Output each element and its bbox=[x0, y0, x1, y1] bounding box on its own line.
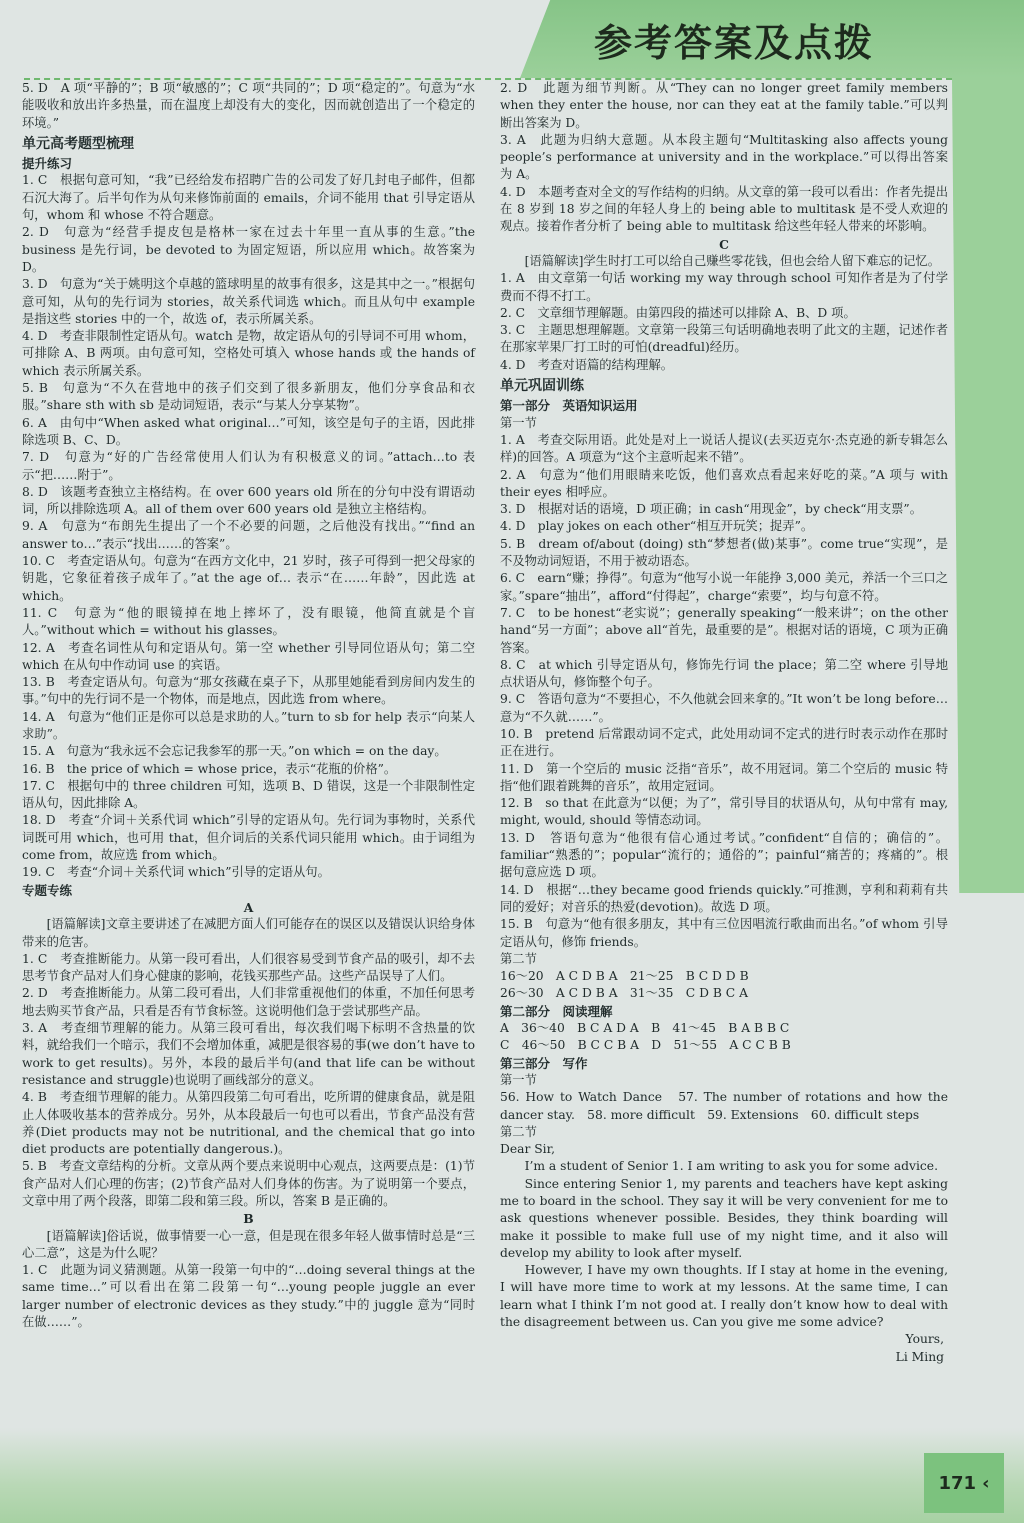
passage-letter: C bbox=[719, 236, 729, 252]
answer-item: 1. C 此题为词义猜测题。从第一段第一句中的“…doing several things at the same time…”可以看出在第二段第一句“…young people juggle an ever larger number of electronic devices as they study.”中的 juggle 意为“同时在做……”。 bbox=[22, 1263, 475, 1330]
subsection-heading: 专题专练 bbox=[22, 882, 73, 898]
subsection-heading: 第三部分 写作 bbox=[500, 1055, 588, 1071]
subsection-heading: 第二部分 阅读理解 bbox=[500, 1003, 613, 1019]
side-accent-strip bbox=[952, 78, 1024, 893]
answer-item: 17. C 根据句中的 three children 可知，选项 B、D 错误，这是一个非限制性定语从句，因此排除 A。 bbox=[22, 778, 475, 811]
answer-item: 9. C 答语句意为“不要担心，不久他就会回来拿的。”It won’t be long before… 意为“不久就……”。 bbox=[500, 692, 948, 724]
answer-item: 14. A 句意为“他们正是你可以总是求助的人。”turn to sb for help 表示“向某人求助”。 bbox=[22, 709, 475, 741]
page-header-title: 参考答案及点拨 bbox=[593, 21, 874, 65]
answer-item: 13. D 答语句意为“他很有信心通过考试。”confident“自信的；确信的”。familiar“熟悉的”；popular“流行的；通俗的”；painful“痛苦的；疼痛的”。根据句意应选 D 项。 bbox=[500, 830, 948, 880]
answer-item: 2. D 此题为细节判断。从“They can no longer greet family members when they enter the house, nor can they eat at the family table.”可以判断出答案为 D。 bbox=[500, 81, 948, 130]
footer-band bbox=[0, 1428, 1024, 1523]
answer-item: 5. B dream of/about (doing) sth“梦想者(做)某事”。come true“实现”，是不及物动词短语，不用于被动语态。 bbox=[500, 536, 948, 569]
answer-item: 13. B 考查定语从句。句意为“那女孩藏在桌子下，从那里她能看到房间内发生的事。”句中的先行词不是一个物体，而是地点，因此选 from where。 bbox=[22, 675, 475, 707]
passage-letter: A bbox=[243, 899, 254, 915]
answer-item: 4. D 考查对语篇的结构理解。 bbox=[500, 357, 674, 372]
answer-item: 18. D 考查“介词＋关系代词 which”引导的定语从句。先行词为事物时，关系代词既可用 which，也可用 that，但介词后的关系代词只能用 which。由于词组为 come from，故应选 from which。 bbox=[22, 813, 475, 863]
answer-item: 5. B 句意为“不久在营地中的孩子们交到了很多新朋友，他们分享食品和衣服。”share sth with sb 是动词短语，表示“与某人分享某物”。 bbox=[22, 381, 475, 413]
answer-item: 2. C 文章细节理解题。由第四段的描述可以排除 A、B、D 项。 bbox=[500, 305, 856, 320]
answer-item: 4. D play jokes on each other“相互开玩笑；捉弄”。 bbox=[500, 519, 814, 534]
paragraph: However, I have my own thoughts. If I stay at home in the evening, I will have more time to work at my lessons. At the same time, I can learn what I think I’m not good at. I really don’t know how to deal with the disagreement between us. Can you give me some advice? bbox=[500, 1263, 948, 1330]
answer-item: 3. D 句意为“关于姚明这个卓越的篮球明星的故事有很多，这是其中之一。”根据句意可知，从句的先行词为 stories，故关系代词选 which。而且从句中 example 是指这些 stories 中的一个，故选 of，表示所属关系。 bbox=[22, 277, 475, 326]
answer-item: 10. C 考查定语从句。句意为“在西方文化中，21 岁时，孩子可得到一把父母家的钥匙，它象征着孩子成年了。”at the age of… 表示“在……年龄”，因此选 at which。 bbox=[22, 554, 475, 603]
answer-item: Dear Sir, bbox=[500, 1142, 556, 1157]
answer-item: 10. B pretend 后常跟动词不定式，此处用动词不定式的进行时表示动作在那时正在进行。 bbox=[500, 726, 948, 759]
answer-item: 第二节 bbox=[500, 1124, 537, 1139]
left-column bbox=[22, 80, 475, 1331]
answer-item: 8. C at which 引导定语从句，修饰先行词 the place；第二空 where 引导地点状语从句，修饰整个句子。 bbox=[500, 657, 948, 690]
answer-item: 11. C 句意为“他的眼镜掉在地上摔坏了，没有眼镜，他简直就是个盲人。”without which = without his glasses。 bbox=[22, 605, 475, 638]
right-column bbox=[500, 80, 948, 1366]
answer-item: 16～20 A C D B A 21～25 B C D D B bbox=[500, 969, 749, 984]
answer-item: 2. D 句意为“经营手提皮包是格林一家在过去十年里一直从事的生意。”the business 是先行词，be devoted to 为固定短语，所以应用 which。故答案为 D。 bbox=[22, 225, 475, 274]
answer-item: 2. D 考查推断能力。从第二段可看出，人们非常重视他们的体重，不加任何思考地去购买节食产品，只看是否有节食标签。这说明他们急于尝试那些产品。 bbox=[22, 986, 475, 1018]
answer-item: 6. C earn“赚；挣得”。句意为“他写小说一年能挣 3,000 美元，养活一个三口之家。”spare“抽出”，afford“付得起”，charge“索要”，均与句意不符。 bbox=[500, 571, 948, 603]
answer-item: 12. B so that 在此意为“以便；为了”，常引导目的状语从句，从句中常有 may, might, would, should 等情态动词。 bbox=[500, 796, 948, 828]
answer-item: 6. A 由句中“When asked what original…”可知，该空是句子的主语，因此排除选项 B、C、D。 bbox=[22, 415, 475, 447]
answer-item: 1. A 由文章第一句话 working my way through school 可知作者是为了付学费而不得不打工。 bbox=[500, 271, 948, 303]
answer-item: 7. D 句意为“好的广告经常使用人们认为有积极意义的词。”attach…to 表示“把……附于”。 bbox=[22, 450, 475, 482]
answer-item: 3. A 考查细节理解的能力。从第三段可看出，每次我们喝下标明不含热量的饮料，就给我们一个暗示，我们不会增加体重，减肥是很容易的事(we don’t have to work to get results)。另外，本段的最后半句(and that life can be without resistance and struggle)也说明了画线部分的意义。 bbox=[22, 1021, 475, 1087]
answer-item: A 36～40 B C A D A B 41～45 B A B B C bbox=[500, 1021, 790, 1036]
passage-letter: B bbox=[243, 1211, 254, 1227]
answer-item: 1. C 根据句意可知，“我”已经给发布招聘广告的公司发了好几封电子邮件，但都石沉大海了。后半句作为从句来修饰前面的 emails，介词不能用 that 引导定语从句，whom 和 whose 不符合题意。 bbox=[22, 173, 475, 223]
answer-item: 15. A 句意为“我永远不会忘记我参军的那一天。”on which = on the day。 bbox=[22, 744, 447, 759]
paragraph: [语篇解读]学生时打工可以给自己赚些零花钱，但也会给人留下难忘的记忆。 bbox=[524, 253, 940, 268]
subsection-heading: 提升练习 bbox=[22, 156, 73, 172]
answer-item: 7. C to be honest“老实说”；generally speaking“一般来讲”；on the other hand“另一方面”；above all“首先，最重要的是”。根据对话的语境，C 项为正确答案。 bbox=[500, 605, 948, 655]
answer-item: 11. D 第一个空后的 music 泛指“音乐”，故不用冠词。第二个空后的 music 特指“他们跟着跳舞的音乐”，故用定冠词。 bbox=[500, 761, 948, 793]
page-number-badge bbox=[924, 1453, 1004, 1513]
answer-item: 1. C 考查推断能力。从第一段可看出，人们很容易受到节食产品的吸引，却不去思考节食产品对人们身心健康的影响，花钱买那些产品。这些产品误导了人们。 bbox=[22, 951, 475, 984]
answer-item: 4. D 考查非限制性定语从句。watch 是物，故定语从句的引导词不可用 whom，可排除 A、B 两项。由句意可知，空格处可填入 whose hands 或 the hands of which 表示所属关系。 bbox=[22, 329, 475, 378]
answer-item: 15. B 句意为“他有很多朋友，其中有三位因唱流行歌曲而出名。”of whom 引导定语从句，修饰 friends。 bbox=[500, 917, 948, 949]
answer-item: 56. How to Watch Dance 57. The number of rotations and how the dancer stay. 58. more difficult 59. Extensions 60. difficult steps bbox=[500, 1090, 948, 1122]
answer-item: 第一节 bbox=[500, 415, 537, 430]
paragraph: I’m a student of Senior 1. I am writing to ask you for some advice. bbox=[524, 1159, 938, 1174]
paragraph: Since entering Senior 1, my parents and teachers have kept asking me to board in the school. They say it will be very convenient for me to ask questions whenever possible. Besides, they think boarding will make it possible to make full use of my night time, and it also will develop my ability to look after myself. bbox=[500, 1176, 948, 1260]
section-title: 单元巩固训练 bbox=[500, 378, 584, 395]
answer-item: 4. D 本题考查对全文的写作结构的归纳。从文章的第一段可以看出：作者先提出在 8 岁到 18 岁之间的年轻人身上的 being able to multitask 是不受人欢迎的观点。接着作者分析了 being able to multitask 给这些年轻人带来的坏影响。 bbox=[500, 184, 948, 234]
answer-item: 19. C 考查“介词＋关系代词 which”引导的定语从句。 bbox=[22, 865, 330, 880]
paragraph: [语篇解读]俗话说，做事情要一心一意，但是现在很多年轻人做事情时总是“三心二意”，这是为什么呢？ bbox=[22, 1228, 475, 1260]
answer-item: 5. B 考查文章结构的分析。文章从两个要点来说明中心观点，这两要点是：(1)节食产品对人们心理的伤害；(2)节食产品对人们身体的伤害。为了说明第一个要点，文章中用了两个段落，即第二段和第三段。所以，答案 B 是正确的。 bbox=[22, 1159, 475, 1208]
answer-item: C 46～50 B C C B A D 51～55 A C C B B bbox=[500, 1038, 791, 1053]
answer-item: 第一节 bbox=[500, 1072, 537, 1087]
answer-item: 2. A 句意为“他们用眼睛来吃饭，他们喜欢点看起来好吃的菜。”A 项与 with their eyes 相呼应。 bbox=[500, 467, 948, 499]
answer-item: 第二节 bbox=[500, 951, 537, 966]
subsection-heading: 第一部分 英语知识运用 bbox=[500, 398, 638, 414]
answer-item: 4. B 考查细节理解的能力。从第四段第二句可看出，吃所谓的健康食品，就是阻止人体吸收基本的营养成分。另外，从本段最后一句也可以看出，节食产品没有营养(Diet products may not be nutritional, and the chemical that go into diet products are potentially dangerous.)。 bbox=[22, 1090, 475, 1157]
signature-line: Yours, bbox=[905, 1332, 944, 1347]
answer-item: 5. D A 项“平静的”；B 项“敏感的”；C 项“共同的”；D 项“稳定的”。句意为“水能吸收和放出许多热量，而在温度上却没有大的变化，因而就创造出了一个稳定的环境。” bbox=[22, 81, 475, 130]
answer-item: 3. A 此题为归纳大意题。从本段主题句“Multitasking also affects young people’s performance at university and in the workplace.”可以得出答案为 A。 bbox=[500, 132, 948, 182]
page-number: 171 bbox=[938, 1472, 977, 1494]
answer-item: 14. D 根据“…they became good friends quickly.”可推测，亨利和莉莉有共同的爱好；对音乐的热爱(devotion)。故选 D 项。 bbox=[500, 882, 948, 914]
answer-item: 16. B the price of which = whose price，表示“花瓶的价格”。 bbox=[22, 761, 397, 776]
answer-item: 3. C 主题思想理解题。文章第一段第三句话明确地表明了此文的主题，记述作者在那家苹果厂打工时的可怕(dreadful)经历。 bbox=[500, 323, 948, 355]
answer-item: 9. A 句意为“布朗先生提出了一个不必要的问题，之后他没有找出。”“find an answer to…”表示“找出……的答案”。 bbox=[22, 519, 475, 551]
section-title: 单元高考题型梳理 bbox=[22, 135, 134, 152]
answer-item: 12. A 考查名词性从句和定语从句。第一空 whether 引导同位语从句；第二空 which 在从句中作动词 use 的宾语。 bbox=[22, 640, 475, 672]
answer-item: 8. D 该题考查独立主格结构。在 over 600 years old 所在的分句中没有谓语动词，所以排除选项 A。all of them over 600 years old 是独立主格结构。 bbox=[22, 484, 475, 517]
chevron-left-icon: ‹ bbox=[982, 1472, 990, 1494]
answer-item: 1. A 考查交际用语。此处是对上一说话人提议(去买迈克尔·杰克逊的新专辑怎么样)的回答。A 项意为“这个主意听起来不错”。 bbox=[500, 432, 948, 465]
answer-item: 3. D 根据对话的语境，D 项正确；in cash“用现金”，by check“用支票”。 bbox=[500, 502, 923, 517]
paragraph: [语篇解读]文章主要讲述了在减肥方面人们可能存在的误区以及错误认识给身体带来的危害。 bbox=[22, 917, 475, 949]
signature-line: Li Ming bbox=[895, 1349, 944, 1364]
answer-item: 26～30 A C D B A 31～35 C D B C A bbox=[500, 986, 749, 1001]
